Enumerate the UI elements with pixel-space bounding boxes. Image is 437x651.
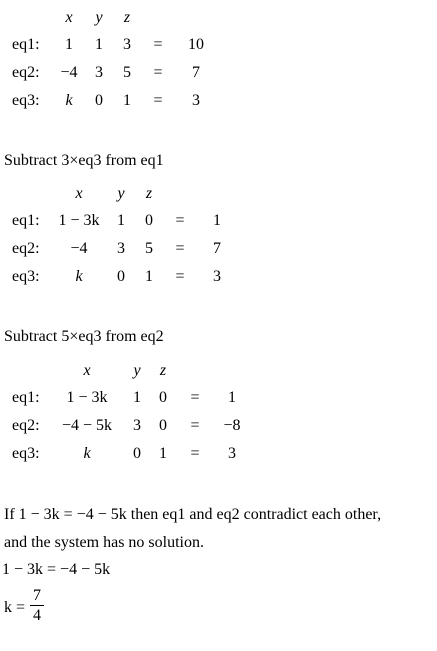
header-z: z xyxy=(123,9,131,26)
result-lhs: k = xyxy=(4,599,26,616)
step-2-text: Subtract 5×eq3 from eq2 xyxy=(4,328,164,345)
row-label: eq3: xyxy=(12,268,40,285)
header-x: x xyxy=(75,185,83,202)
coef-y: 3 xyxy=(133,417,141,434)
coef-x: −4 xyxy=(70,240,88,257)
coef-y: 0 xyxy=(133,445,141,462)
equation-line: 1 − 3k = −4 − 5k xyxy=(2,561,111,578)
conclusion-line-1: If 1 − 3k = −4 − 5k then eq1 and eq2 contradict each other, xyxy=(4,506,382,523)
row-label: eq1: xyxy=(12,212,40,229)
fraction-bar xyxy=(30,605,44,606)
row-label: eq1: xyxy=(12,389,40,406)
rhs-value: 3 xyxy=(228,445,236,462)
coef-z: 0 xyxy=(145,212,153,229)
coef-z: 3 xyxy=(123,36,131,53)
header-x: x xyxy=(65,9,73,26)
equals-sign: = xyxy=(153,92,163,109)
coef-z: 0 xyxy=(159,389,167,406)
coef-x: k xyxy=(65,92,73,109)
coef-y: 0 xyxy=(95,92,103,109)
equals-sign: = xyxy=(190,445,200,462)
step-1-text: Subtract 3×eq3 from eq1 xyxy=(4,152,164,169)
coef-x: −4 − 5k xyxy=(61,417,113,434)
fraction-numerator: 7 xyxy=(33,587,41,604)
coef-x: −4 xyxy=(60,64,78,81)
coef-y: 1 xyxy=(95,36,103,53)
coef-z: 1 xyxy=(145,268,153,285)
rhs-value: 7 xyxy=(213,240,221,257)
rhs-value: 7 xyxy=(192,64,200,81)
coef-z: 5 xyxy=(145,240,153,257)
header-y: y xyxy=(95,9,103,26)
row-label: eq3: xyxy=(12,92,40,109)
row-label: eq2: xyxy=(12,64,40,81)
row-label: eq1: xyxy=(12,36,40,53)
coef-y: 3 xyxy=(117,240,125,257)
result-fraction xyxy=(30,587,44,624)
coef-x: k xyxy=(83,445,91,462)
coef-z: 1 xyxy=(123,92,131,109)
conclusion-line-2: and the system has no solution. xyxy=(4,534,204,551)
coef-z: 1 xyxy=(159,445,167,462)
header-y: y xyxy=(117,185,125,202)
rhs-value: 1 xyxy=(228,389,236,406)
coef-y: 1 xyxy=(133,389,141,406)
equals-sign: = xyxy=(153,64,163,81)
equals-sign: = xyxy=(175,240,185,257)
coef-y: 0 xyxy=(117,268,125,285)
coef-z: 5 xyxy=(123,64,131,81)
rhs-value: −8 xyxy=(223,417,241,434)
row-label: eq3: xyxy=(12,445,40,462)
row-label: eq2: xyxy=(12,417,40,434)
coef-x: 1 − 3k xyxy=(58,212,100,229)
header-z: z xyxy=(145,185,153,202)
header-y: y xyxy=(133,362,141,379)
rhs-value: 1 xyxy=(213,212,221,229)
rhs-value: 3 xyxy=(192,92,200,109)
fraction-denominator: 4 xyxy=(33,607,41,624)
coef-x: k xyxy=(75,268,83,285)
rhs-value: 10 xyxy=(188,36,204,53)
equals-sign: = xyxy=(175,268,185,285)
row-label: eq2: xyxy=(12,240,40,257)
coef-y: 3 xyxy=(95,64,103,81)
equals-sign: = xyxy=(190,389,200,406)
rhs-value: 3 xyxy=(213,268,221,285)
coef-y: 1 xyxy=(117,212,125,229)
equals-sign: = xyxy=(153,36,163,53)
coef-x: 1 − 3k xyxy=(66,389,108,406)
equals-sign: = xyxy=(190,417,200,434)
coef-z: 0 xyxy=(159,417,167,434)
header-z: z xyxy=(159,362,167,379)
coef-x: 1 xyxy=(65,36,73,53)
header-x: x xyxy=(83,362,91,379)
equals-sign: = xyxy=(175,212,185,229)
